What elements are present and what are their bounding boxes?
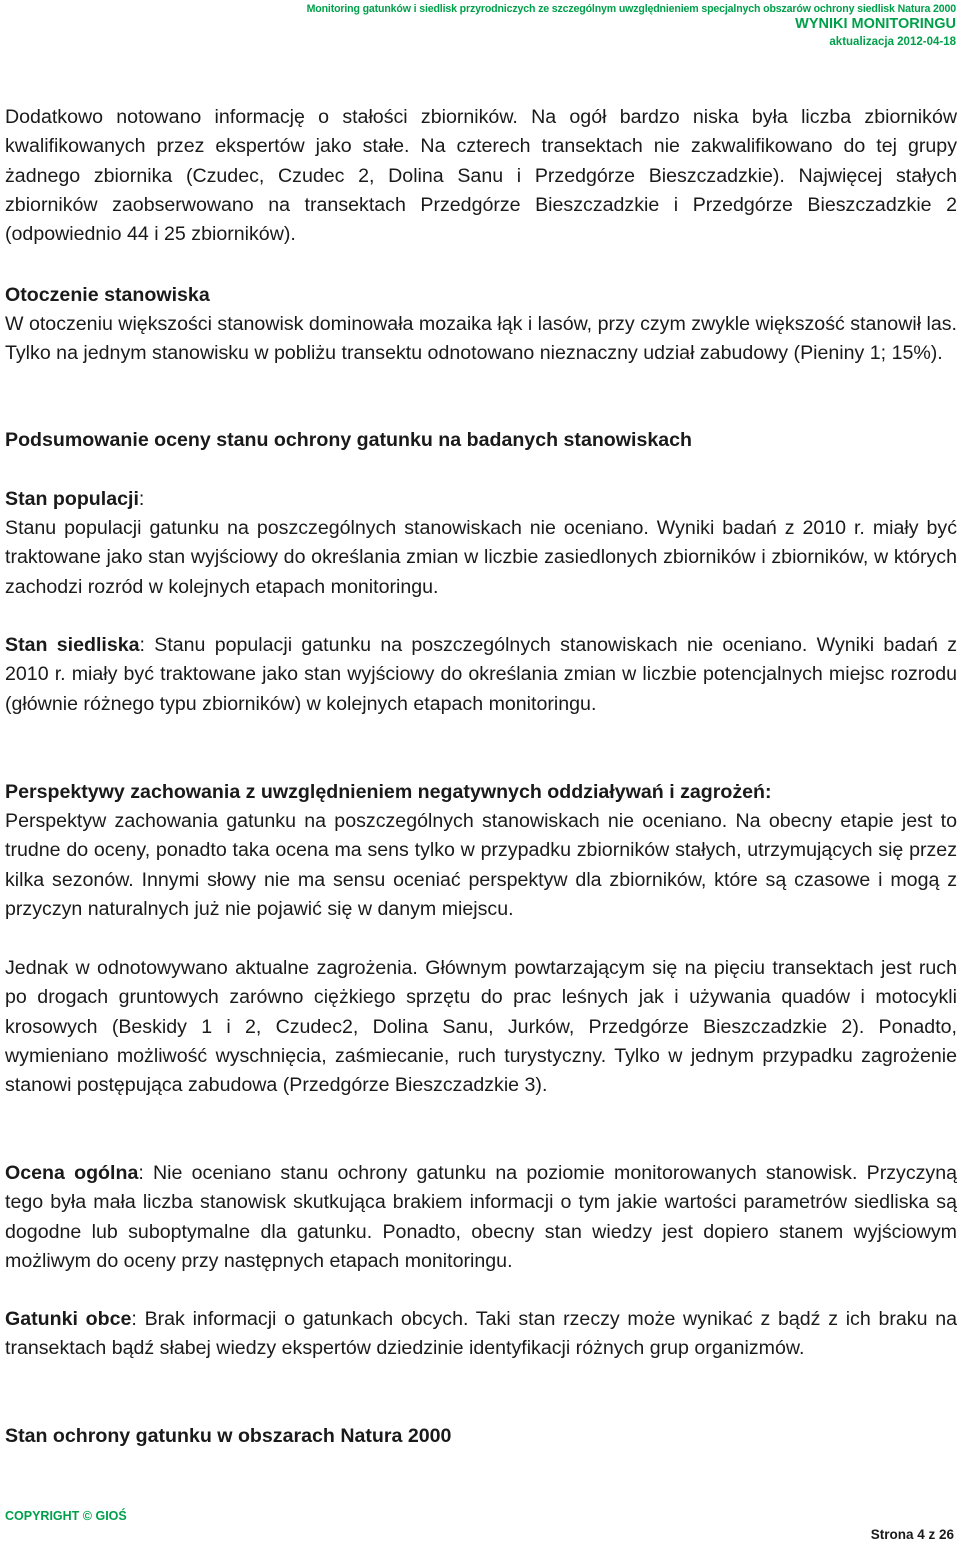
text-stan-siedliska: : Stanu populacji gatunku na poszczególnych stanowiskach nie oceniano. Wyniki badań z 2010 r. miały być traktowane jako stan wyjściowy do określania zmian w liczbie potencjalnych miejsc rozrodu (głównie różnego typu zbiorników) w kolejnych etapach monitoringu. — [5, 634, 957, 715]
header-update-date: aktualizacja 2012-04-18 — [829, 36, 956, 48]
footer-copyright: COPYRIGHT © GIOŚ — [5, 1509, 127, 1523]
heading-natura-2000: Stan ochrony gatunku w obszarach Natura 2000 — [5, 1425, 452, 1447]
heading-podsumowanie: Podsumowanie oceny stanu ochrony gatunku na badanych stanowiskach — [5, 429, 693, 451]
paragraph-gatunki-obce — [5, 1305, 957, 1364]
header-project-title: Monitoring gatunków i siedlisk przyrodniczych ze szczególnym uwzględnieniem specjalnych obszarów ochrony siedlisk Natura 2000 — [306, 3, 956, 15]
label-ocena-ogolna: Ocena ogólna — [5, 1162, 139, 1184]
heading-stan-populacji — [5, 485, 144, 514]
text-gatunki-obce: : Brak informacji o gatunkach obcych. Taki stan rzeczy może wynikać z bądź z ich braku na transektach bądź słabej wiedzy ekspertów dziedzinie identyfikacji różnych grup organizmów. — [5, 1308, 958, 1360]
footer-page-number: Strona 4 z 26 — [870, 1527, 954, 1542]
paragraph-ocena-ogolna — [5, 1159, 957, 1276]
paragraph-otoczenie: W otoczeniu większości stanowisk dominowała mozaika łąk i lasów, przy czym zwykle większość stanowił las. Tylko na jednym stanowisku w pobliżu transektu odnotowano nieznaczny udział zabudowy (Pieniny 1; 15%). — [5, 313, 957, 365]
paragraph-siedlisko — [5, 631, 957, 719]
label-colon: : — [138, 488, 145, 510]
paragraph-zagrozenia: Jednak w odnotowywano aktualne zagrożenia. Głównym powtarzającym się na pięciu transektach jest ruch po drogach gruntowych zarówno ciężkiego sprzętu do prac leśnych jak i używania quadów i motocykli krosowych (Beskidy 1 i 2, Czudec2, Dolina Sanu, Jurków, Przedgórze Bieszczadzkie 2). Ponadto, wymieniano możliwość wyschnięcia, zaśmiecanie, ruch turystyczny. Tylko w jednym przypadku zagrożenie stanowi postępująca zabudowa (Przedgórze Bieszczadzkie 3). — [5, 957, 957, 1097]
text-ocena-ogolna: : Nie oceniano stanu ochrony gatunku na poziomie monitorowanych stanowisk. Przyczyną tego była mała liczba stanowisk skutkująca brakiem informacji o tym jakie wartości parametrów siedliska są dogodne lub suboptymalne dla gatunku. Ponadto, obecny stan wiedzy jest dopiero stanem wyjściowym możliwym do oceny przy następnych etapach monitoringu. — [5, 1162, 957, 1272]
label-gatunki-obce: Gatunki obce — [5, 1308, 132, 1330]
header-section-title: WYNIKI MONITORINGU — [795, 16, 956, 32]
label-stan-siedliska: Stan siedliska — [5, 634, 140, 656]
heading-perspektywy: Perspektywy zachowania z uwzględnieniem negatywnych oddziaływań i zagrożeń: — [5, 781, 772, 803]
label-stan-populacji: Stan populacji — [5, 488, 139, 510]
paragraph-perspektywy: Perspektyw zachowania gatunku na poszczególnych stanowiskach nie oceniano. Na obecny etapie jest to trudne do oceny, ponadto taka ocena ma sens tylko w przypadku zbiorników stałych, utrzymujących się przez kilka sezonów. Innymi słowy nie ma sensu oceniać perspektyw dla zbiorników, które są czasowe i mogą z przyczyn naturalnych już nie pojawić się w danym miejscu. — [5, 810, 957, 920]
heading-otoczenie: Otoczenie stanowiska — [5, 284, 210, 306]
paragraph-stalosc: Dodatkowo notowano informację o stałości zbiorników. Na ogół bardzo niska była liczba zbiorników kwalifikowanych przez ekspertów jako stałe. Na czterech transektach nie zakwalifikowano do tej grupy żadnego zbiornika (Czudec, Czudec 2, Dolina Sanu i Przedgórze Bieszczadzkie). Najwięcej stałych zbiorników zaobserwowano na transektach Przedgórze Bieszczadzkie i Przedgórze Bieszczadzkie 2 (odpowiednio 44 i 25 zbiorników). — [5, 106, 957, 246]
paragraph-populacja: Stanu populacji gatunku na poszczególnych stanowiskach nie oceniano. Wyniki badań z 2010 r. miały być traktowane jako stan wyjściowy do określania zmian w liczbie zasiedlonych zbiorników i zbiorników, w których zachodzi rozród w kolejnych etapach monitoringu. — [5, 517, 957, 598]
